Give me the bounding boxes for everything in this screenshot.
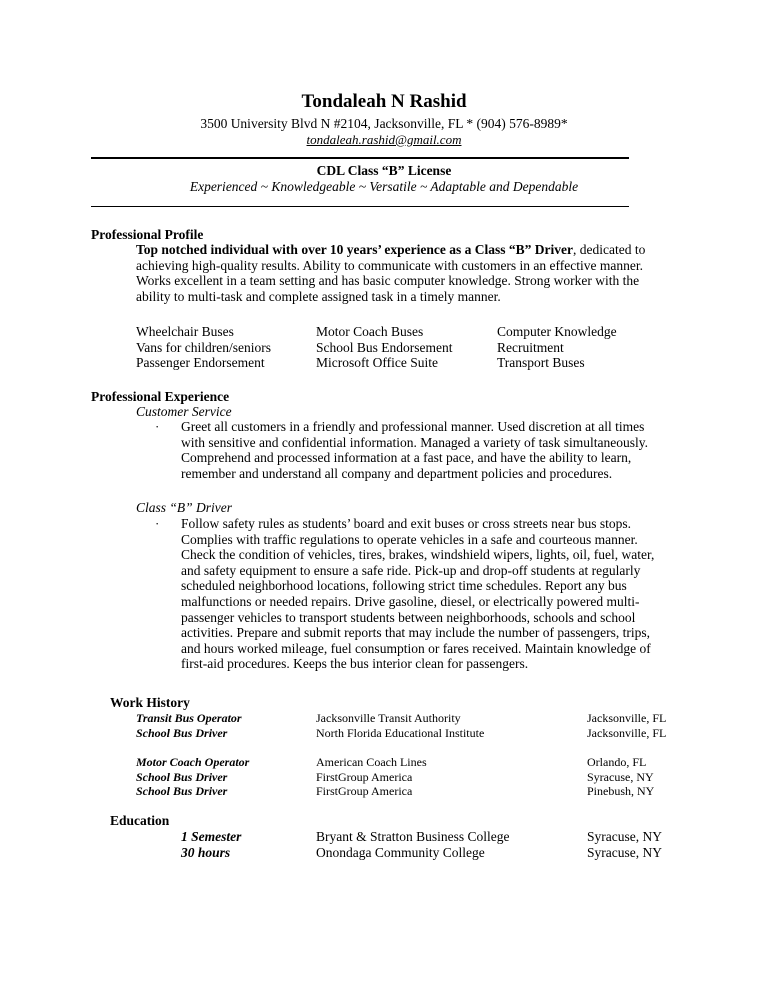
role-title-customer-service: Customer Service (136, 404, 232, 419)
skill-item: Passenger Endorsement (136, 355, 265, 371)
profile-lead-bold: Top notched individual with over 10 years’ experience as a Class “B” Driver (136, 242, 573, 257)
skill-item: Motor Coach Buses (316, 324, 424, 339)
job-title: Transit Bus Operator (136, 711, 242, 725)
skill-item: School Bus Endorsement (316, 339, 453, 355)
work-history-heading: Work History (110, 695, 190, 710)
profile-heading: Professional Profile (91, 227, 204, 242)
job-title: School Bus Driver (136, 770, 228, 784)
role-description-line: with sensitive and confidential information. Managed a variety of task simultaneously. (181, 434, 649, 450)
contact-address: 3500 University Blvd N #2104, Jacksonville, FL * (904) 576-8989* (200, 116, 568, 131)
skill-item: Wheelchair Buses (136, 324, 234, 339)
skills-column-2 (316, 324, 453, 371)
job-location: Jacksonville, FL (587, 711, 667, 725)
bullet-icon: · (155, 516, 160, 531)
role-description-line: and safety equipment to ensure a safe ride. Pick-up and drop-off students at regularly (181, 562, 641, 578)
profile-summary-line: achieving high-quality results. Ability to communicate with customers in an effective manner. (136, 257, 644, 273)
job-employer: North Florida Educational Institute (316, 726, 485, 740)
job-title: School Bus Driver (136, 784, 228, 798)
profile-lead-rest: , dedicated to (573, 242, 646, 257)
role-description-line: remember and understand all company and department policies and procedures. (181, 465, 613, 481)
experience-heading: Professional Experience (91, 389, 230, 404)
role-description-line: Comprehend and processed information at a fast pace, and have the ability to learn, (181, 450, 632, 466)
job-title: School Bus Driver (136, 726, 228, 740)
role-description-line: passenger vehicles to transport students between neighborhoods, schools and school (181, 609, 636, 625)
job-employer: FirstGroup America (316, 770, 413, 784)
skill-item: Vans for children/seniors (136, 339, 271, 355)
role-description-line: Complies with traffic regulations to operate vehicles in a safe and courteous manner. (181, 531, 638, 547)
job-employer: FirstGroup America (316, 784, 413, 798)
skill-item: Recruitment (497, 339, 564, 355)
role-description-customer-service (181, 419, 648, 481)
skill-item: Transport Buses (497, 355, 585, 371)
education-duration: 1 Semester (181, 829, 242, 844)
profile-summary (136, 242, 645, 304)
job-title: Motor Coach Operator (136, 755, 250, 769)
candidate-name: Tondaleah N Rashid (301, 91, 467, 112)
skills-column-3 (497, 324, 617, 371)
role-description-line: Greet all customers in a friendly and professional manner. Used discretion at all times (181, 419, 645, 434)
education-duration: 30 hours (181, 845, 231, 860)
role-description-line: malfunctions or needed repairs. Drive gasoline, diesel, or electrically powered multi- (181, 593, 640, 609)
role-description-line: first-aid procedures. Keeps the bus interior clean for passengers. (181, 656, 529, 672)
license-title: CDL Class “B” License (316, 163, 452, 178)
skills-column-1 (136, 324, 271, 371)
tagline-divider (91, 206, 629, 207)
contact-email-link[interactable]: tondaleah.rashid@gmail.com (306, 132, 462, 147)
skill-item: Microsoft Office Suite (316, 355, 438, 371)
profile-summary-line (136, 242, 645, 258)
profile-summary-line: ability to multi-task and complete assigned task in a timely manner. (136, 288, 501, 304)
education-school: Bryant & Stratton Business College (316, 829, 510, 844)
role-description-line: Check the condition of vehicles, tires, brakes, windshield wipers, lights, oil, fuel, water, (181, 547, 655, 563)
job-location: Pinebush, NY (587, 784, 655, 798)
header-divider (91, 157, 629, 159)
job-location: Jacksonville, FL (587, 726, 667, 740)
tagline: Experienced ~ Knowledgeable ~ Versatile ~ Adaptable and Dependable (189, 179, 579, 194)
job-location: Syracuse, NY (587, 770, 654, 784)
education-location: Syracuse, NY (587, 845, 662, 860)
job-employer: American Coach Lines (316, 755, 427, 769)
education-heading: Education (110, 813, 170, 828)
profile-summary-line: Works excellent in a team setting and has basic computer knowledge. Strong worker with the (136, 273, 640, 289)
role-description-line: scheduled neighborhood locations, following strict time schedules. Report any bus (181, 578, 627, 594)
role-title-class-b-driver: Class “B” Driver (136, 500, 233, 515)
role-description-line: activities. Prepare and submit reports that may include the number of passengers, trips, (181, 625, 650, 641)
education-location: Syracuse, NY (587, 829, 662, 844)
job-employer: Jacksonville Transit Authority (316, 711, 461, 725)
role-description-line: Follow safety rules as students’ board and exit buses or cross streets near bus stops. (181, 516, 632, 531)
education-school: Onondaga Community College (316, 845, 485, 860)
job-location: Orlando, FL (587, 755, 647, 769)
bullet-icon: · (155, 419, 160, 434)
role-description-line: and hours worked mileage, fuel consumption or fares received. Maintain knowledge of (181, 640, 651, 656)
role-description-class-b-driver (181, 516, 654, 672)
skill-item: Computer Knowledge (497, 324, 617, 339)
